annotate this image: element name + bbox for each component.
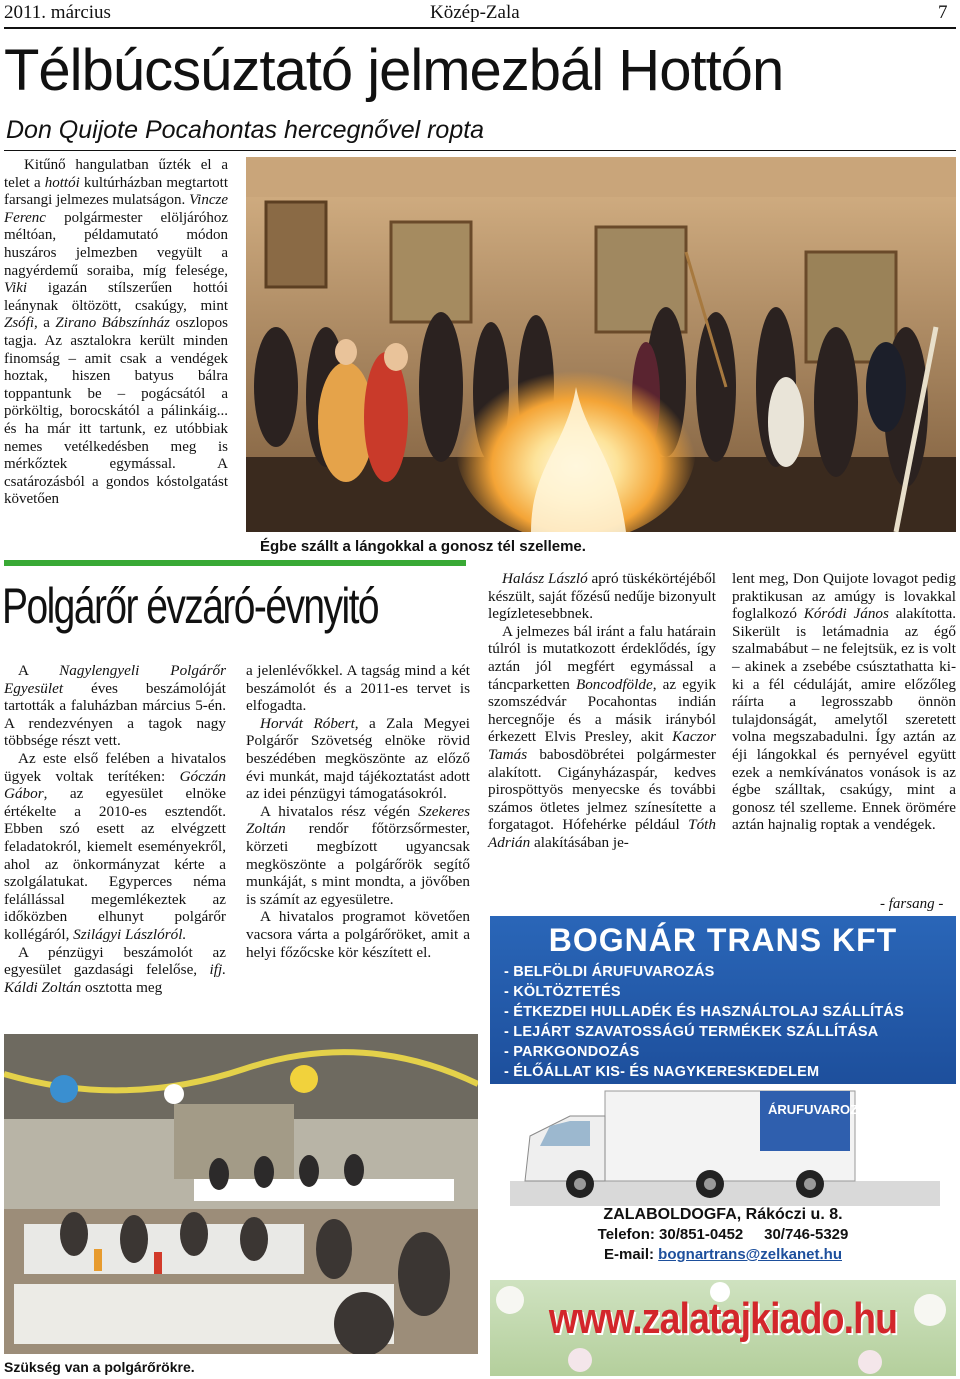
text: igazán stílszerűen hottói leánynak öltözött, csakúgy, mint [4, 280, 228, 314]
person-name: Viki [4, 280, 28, 297]
text: A [18, 662, 60, 679]
truck-illustration [510, 1086, 940, 1206]
truck-side-label: ÁRUFUVAROZÁS [768, 1102, 877, 1117]
text: A hivatalos rész végén [260, 802, 419, 820]
theatre-name: Zirano Bábszínház [55, 315, 171, 332]
place-name: hottói [44, 174, 80, 191]
header-rule [4, 27, 956, 29]
text: polgármester elöljáróhoz méltóan, példamutató módon huszáros jelmezben vegyült a nagyérdemű soraiba, míg felesége, [4, 209, 228, 279]
article2-col2 [246, 662, 470, 961]
person-name: ifj. Káldi Zoltán [4, 961, 226, 996]
person-name: Tóth Adrián [488, 816, 716, 851]
article1-subtitle: Don Quijote Pocahontas hercegnővel ropta [6, 116, 485, 144]
website-link[interactable]: www.zalatajkiado.hu [548, 1294, 898, 1343]
person-name: Vincze Ferenc [4, 192, 228, 226]
ad-email-line [490, 1246, 956, 1263]
article2-green-rule [4, 560, 466, 566]
text: A jelmezes bál iránt a falu határain túlról is mutatkozott érdeklődés, így aztán jól megfért egymással a táncparketten [488, 622, 716, 693]
ad-phone: Telefon: 30/851-0452 30/746-5329 [597, 1226, 849, 1243]
article1-col2 [488, 570, 716, 852]
ad-company-name: BOGNÁR TRANS KFT [548, 922, 898, 958]
person-name: Szilágyi Lászlóról. [73, 925, 187, 943]
ad-service-item: - ÉLŐÁLLAT KIS- ÉS NAGYKERESKEDELEM [504, 1064, 820, 1080]
text: , az egyesület elnöke értékelte a 2010-es esztendőt. Ebben szó esett az elvégzett feladatokról, kiemelt eseményekről, ahol az önkormányzat kérte a szolgálatukat. Egyperces néma felállással megemlékeztek az időközben elhunyt polgárőr kollégáról, [4, 785, 226, 943]
article1-photo-caption: Égbe szállt a lángokkal a gonosz tél szelleme. [260, 538, 586, 555]
text: apró tüskékörtéjéből készült, saját főzésű nedűje bizonyult legízletesebbnek. [488, 570, 717, 623]
ad-services-list [504, 962, 954, 1082]
ad-service-item: - LEJÁRT SZAVATOSSÁGÚ TERMÉKEK SZÁLLÍTÁSA [504, 1024, 879, 1040]
place-name: Boncodfölde [575, 675, 653, 693]
person-name: Halász László [502, 570, 588, 587]
subtitle-rule [4, 150, 956, 151]
text: , a Zala Megyei Polgárőr Szövetség elnöke rövid beszédében megköszönte az előző évi munkát, majd tájékoztatást adott az idei pénzügyi támogatásokról. [246, 714, 470, 803]
ad-blue-panel [490, 916, 956, 1084]
ad-email-link[interactable]: bognartrans@zelkanet.hu [658, 1246, 842, 1263]
text: rendőr főtörzsőrmester, körzeti megbízott ugyancsak megköszönte a polgárőrök segítő munkáját, s mint mondta, a jövőben is számít az egyesületre. [246, 820, 470, 908]
website-banner [490, 1280, 956, 1376]
header-page-number: 7 [938, 2, 948, 23]
person-name: Kaczor Tamás [488, 728, 716, 763]
article2-title: Polgárőr évzáró-évnyitó [2, 578, 378, 634]
carnival-photo-art [246, 157, 956, 532]
text: Kitűnő hangulatban űzték el a telet a [4, 157, 228, 191]
text: osztotta meg [81, 978, 163, 996]
person-name: Zsófi [4, 315, 35, 332]
person-name: Szekeres Zoltán [246, 802, 470, 838]
article1-col1 [4, 157, 228, 509]
paragraph: a jelenlévőkkel. A tagság mind a két beszámolót és a 2011-es tervet is elfogadta. [246, 662, 470, 715]
ad-service-item: - KÖLTÖZTETÉS [504, 984, 621, 1000]
article1-signature: - farsang - [880, 896, 944, 912]
text: , a [34, 315, 56, 332]
ad-service-item: - ÉTKEZDEI HULLADÉK ÉS HASZNÁLTOLAJ SZÁLLÍTÁS [504, 1004, 904, 1020]
ad-address: ZALABOLDOGFA, Rákóczi u. 8. [603, 1206, 843, 1223]
meeting-photo-art [4, 1034, 478, 1354]
text: alakította. Sikerült is letámadnia az égő szalmabábut – ne felejtsük, ez is volt – akinek a zsebébe csúsztathatta ki-ki a fél céduláját, amire előzőleg ráírta a legrosszabb önnön tulajdonságát, amelytől szeretett volna megszabadulni. Így aztán az éji lángokkal és pernyével együtt ezek a nemkívánatos vonások is az égbe szálltak, csakúgy, mint a gonosz tél szelleme. Ennek örömére aztán hajnalig roptak a vendégek. [732, 605, 956, 834]
org-name: Nagylengyeli Polgárőr Egyesület [4, 662, 226, 697]
header-paper: Közép-Zala [430, 2, 520, 23]
text: oszlopos tagja. Az asztalokra került minden finomság – amit csak a vendégek hoztak, hiszen batyus bálra toppantunk be – pogácsától a pörköltig, borocskától a pálinkáig... és ha már itt tartunk, ez utóbbiak nemes vetélkedésben meg is mérkőztek egymással. A csatározásból a gondos kóstolgatást követően [4, 315, 228, 508]
person-name: Horvát Róbert [260, 714, 355, 732]
text: alakításában je- [530, 833, 629, 851]
ad-service-item: - BELFÖLDI ÁRUFUVAROZÁS [504, 964, 715, 980]
person-name: Góczán Gábor [4, 767, 226, 803]
civil-guard-meeting-photo [4, 1034, 478, 1354]
text: kultúrházban megtartott farsangi jelmezes mulatságon. [4, 174, 228, 209]
article2-photo-caption: Szükség van a polgárőrökre. [4, 1359, 195, 1375]
article1-col3 [732, 570, 956, 834]
text: lent meg, Don Quijote lovagot pedig praktikusan az amúgy is lovakkal foglalkozó [732, 570, 956, 623]
carnival-bonfire-photo [246, 157, 956, 532]
text: Az este első felében a hivatalos ügyek voltak terítéken: [4, 749, 226, 785]
ad-email-label: E-mail: [603, 1246, 659, 1263]
person-name: Kóródi János [803, 605, 889, 623]
ad-service-item: - PARKGONDOZÁS [504, 1044, 640, 1060]
article1-title: Télbúcsúztató jelmezbál Hottón [4, 38, 784, 103]
header-date: 2011. március [4, 2, 111, 23]
bognar-trans-ad [490, 916, 956, 1271]
paragraph: A hivatalos programot követően vacsora várta a polgárőröket, amit a helyi főzőcske kör készített el. [246, 908, 470, 961]
text: éves beszámolóját tartották a faluházban március 5-én. A rendezvényen a tagok nagy többsége részt vett. [4, 679, 226, 750]
article2-col1 [4, 662, 226, 996]
text: babosdöbrétei polgármester alakított. Cigányházaspár, kedves pirospöttyös menyecske és további számos ötletes jelmez színesítette a forgatagot. Hófehérke például [488, 745, 716, 834]
text: A pénzügyi beszámolót az egyesület gazdasági felelőse, [4, 943, 226, 979]
text: , az egyik szomszédvár Pocahontas indián hercegnője és a másik irányból érkezett Elvis Presley, akit [488, 675, 716, 746]
